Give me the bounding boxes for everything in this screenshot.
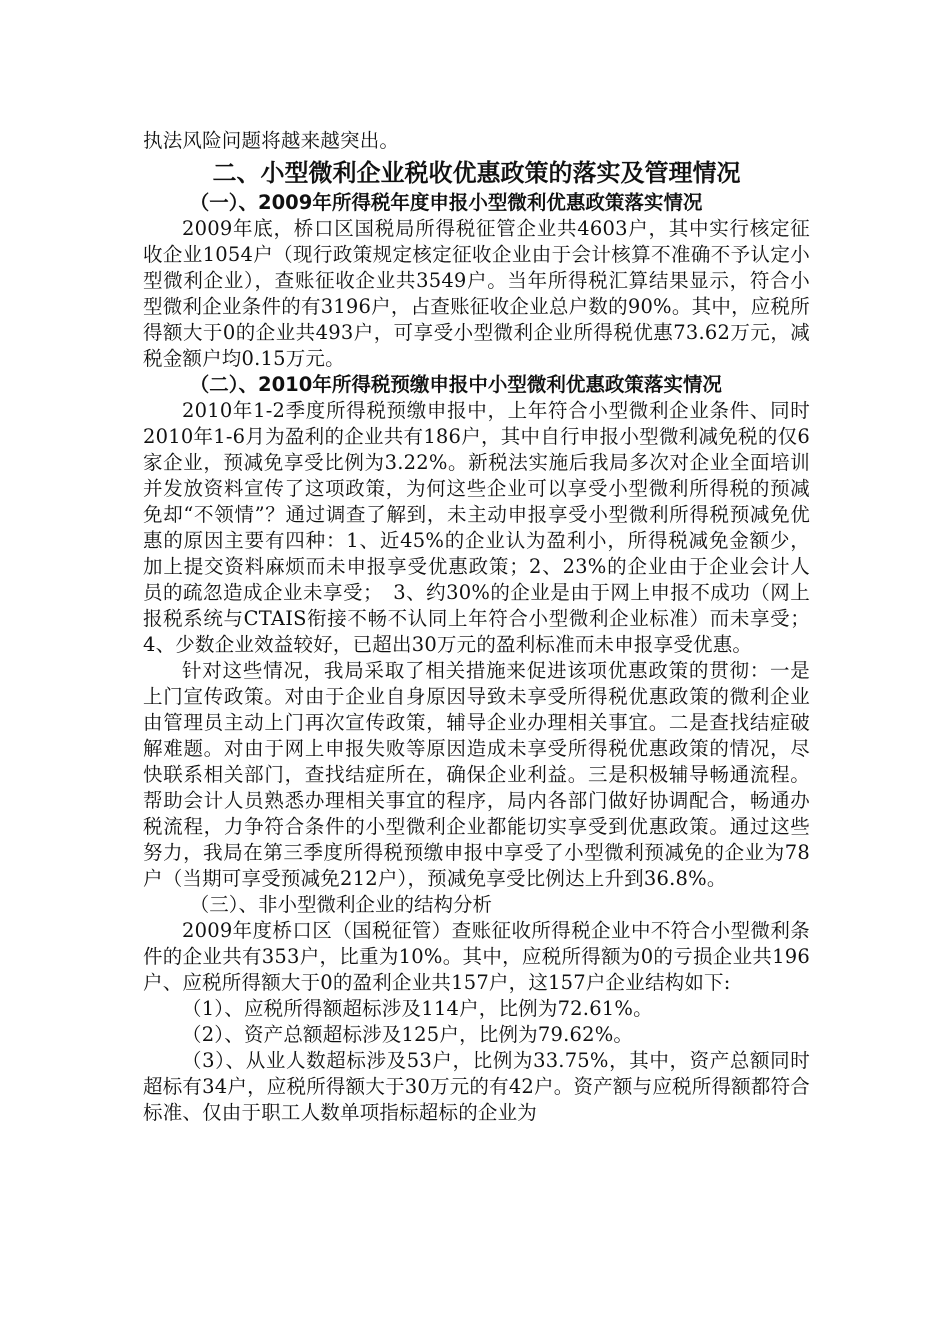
- list-item-2: （2）、资产总额超标涉及125户，比例为79.62%。: [182, 1023, 634, 1046]
- subsection-heading-1: （一）、2009年所得税年度申报小型微利优惠政策落实情况: [189, 191, 703, 214]
- list-item-1: （1）、应税所得额超标涉及114户，比例为72.61%。: [182, 997, 653, 1020]
- paragraph-2010-prepayment: 2010年1-2季度所得税预缴申报中，上年符合小型微利企业条件、同时2010年1-6月为盈利的企业共有186户，其中自行申报小型微利减免税的仅6家企业，预减免享受比例为3.22%。新税法实施后我局多次对企业全面培训并发放资料宣传了这项政策，为何这些企业可以享受小型微利所得税的预减免却“不领情”？通过调查了解到，未主动申报享受小型微利所得税预减免优惠的原因主要有四种：1、近45%的企业认为盈利小，所得税减免金额少，加上提交资料麻烦而未申报享受优惠政策；2、23%的企业由于企业会计人员的疏忽造成企业未享受； 3、约30%的企业是由于网上申报不成功（网上报税系统与CTAIS衔接不畅不认同上年符合小型微利企业标准）而未享受；4、少数企业效益较好，已超出30万元的盈利标准而未申报享受优惠。: [143, 399, 810, 656]
- document-body: [143, 128, 810, 1126]
- section-heading: 二、小型微利企业税收优惠政策的落实及管理情况: [212, 159, 741, 187]
- subsection-heading-3: （三）、非小型微利企业的结构分析: [189, 893, 493, 916]
- paragraph-2009-summary: 2009年底，桥口区国税局所得税征管企业共4603户，其中实行核定征收企业1054户（现行政策规定核定征收企业由于会计核算不准确不予认定小型微利企业），查账征收企业共3549户。当年所得税汇算结果显示，符合小型微利企业条件的有3196户，占查账征收企业总户数的90%。其中，应税所得额大于0的企业共493户，可享受小型微利企业所得税优惠73.62万元，减税金额户均0.15万元。: [143, 217, 810, 370]
- paragraph-structure: 2009年度桥口区（国税征管）查账征收所得税企业中不符合小型微利条件的企业共有353户，比重为10%。其中，应税所得额为0的亏损企业共196户、应税所得额大于0的盈利企业共157户，这157户企业结构如下:: [143, 919, 810, 994]
- list-item-3: （3）、从业人数超标涉及53户，比例为33.75%，其中，资产总额同时超标有34户，应税所得额大于30万元的有42户。资产额与应税所得额都符合标准、仅由于职工人数单项指标超标的企业为: [143, 1049, 810, 1124]
- paragraph-intro: 执法风险问题将越来越突出。: [143, 129, 400, 152]
- subsection-heading-2: （二）、2010年所得税预缴申报中小型微利优惠政策落实情况: [189, 373, 722, 396]
- paragraph-measures: 针对这些情况，我局采取了相关措施来促进该项优惠政策的贯彻：一是上门宣传政策。对由于企业自身原因导致未享受所得税优惠政策的微利企业由管理员主动上门再次宣传政策，辅导企业办理相关事宜。二是查找结症破解难题。对由于网上申报失败等原因造成未享受所得税优惠政策的情况，尽快联系相关部门，查找结症所在，确保企业利益。三是积极辅导畅通流程。帮助会计人员熟悉办理相关事宜的程序，局内各部门做好协调配合，畅通办税流程，力争符合条件的小型微利企业都能切实享受到优惠政策。通过这些努力，我局在第三季度所得税预缴申报中享受了小型微利预减免的企业为78户（当期可享受预减免212户），预减免享受比例达上升到36.8%。: [143, 659, 810, 890]
